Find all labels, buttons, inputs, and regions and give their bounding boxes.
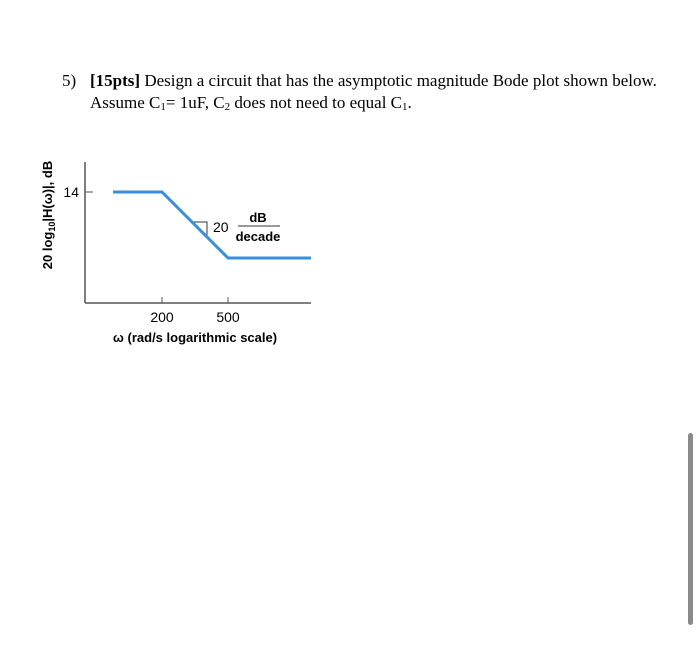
- problem-text: Design a circuit that has the asymptotic magnitude Bode plot shown below.: [140, 71, 657, 90]
- slope-unit-bottom: decade: [235, 229, 281, 244]
- x-tick-label-500: 500: [216, 309, 240, 325]
- problem-number: 5): [62, 71, 77, 90]
- c1-subscript: 1: [160, 101, 166, 113]
- equals-text: = 1uF, C: [165, 93, 225, 112]
- c2-subscript: 2: [224, 101, 231, 113]
- series-line-0: [113, 192, 311, 258]
- slope-value: 20: [213, 219, 229, 235]
- mid-text: does not need to equal C: [230, 93, 403, 112]
- slope-unit-top: dB: [249, 210, 267, 225]
- svg-text:20 log10|H(ω)|, dB: 20 $\log_{10}|H(\omega)|$, dB: [40, 160, 57, 270]
- y-tick-label-14: 14: [63, 184, 79, 200]
- x-axis-label: ω (rad/s logarithmic scale): [112, 330, 278, 345]
- c1b-subscript: 1: [402, 101, 408, 113]
- problem-points: [15pts]: [90, 71, 141, 90]
- y-axis-label: [40, 161, 57, 269]
- scrollbar[interactable]: [688, 433, 693, 625]
- assume-text: Assume C: [90, 93, 161, 112]
- end-text: .: [407, 93, 412, 112]
- x-tick-label-200: 200: [150, 309, 174, 325]
